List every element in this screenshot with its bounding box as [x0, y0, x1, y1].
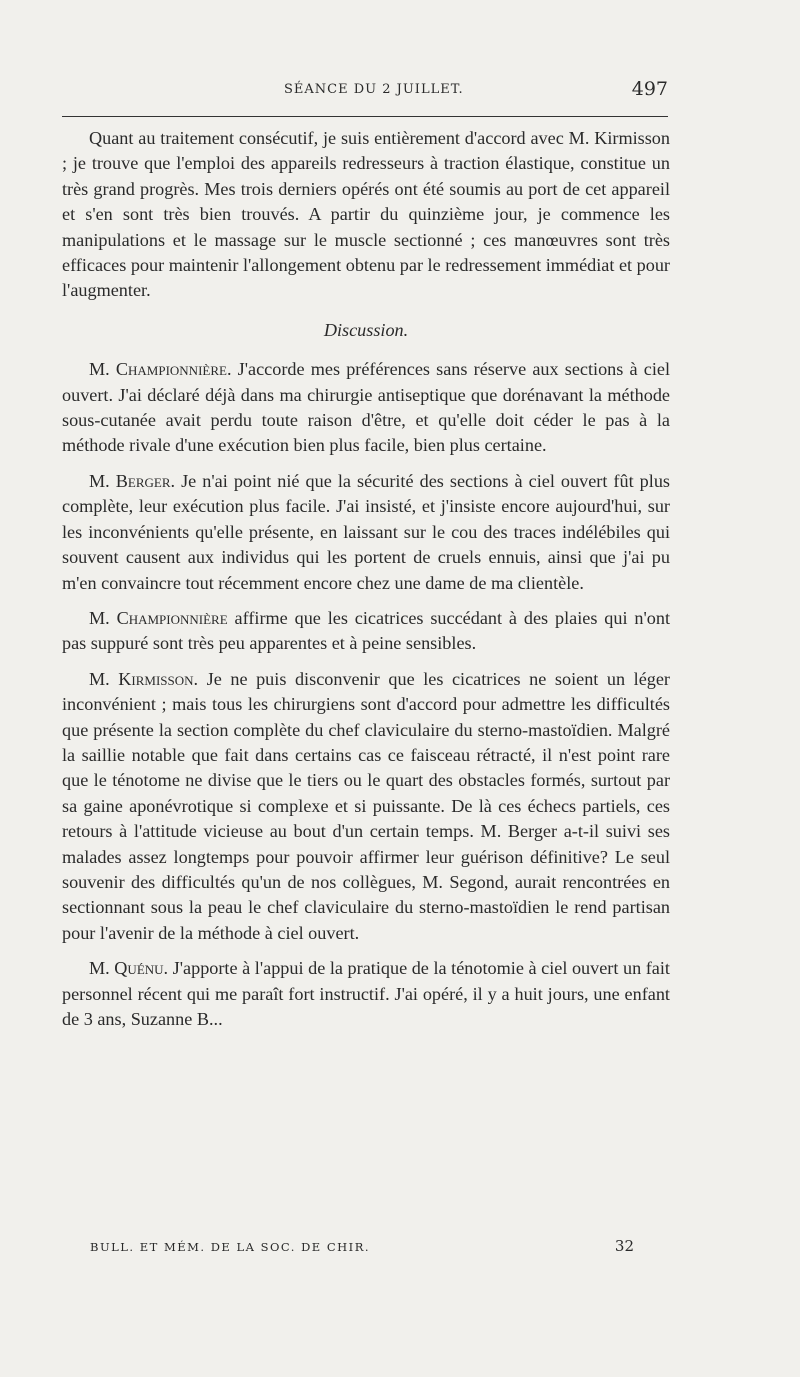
body-text [62, 126, 670, 1042]
speaker-name: M. Kirmisson. [89, 668, 199, 689]
header-rule [62, 116, 668, 117]
paragraph-text: Je n'ai point nié que la sécurité des sections à ciel ouvert fût plus complète, leur exécution plus facile. J'ai insisté, et j'insiste encore aujourd'hui, sur les inconvénients qu'elle présente, en laissant sur le cou des traces indélébiles qui souvent causent aux individus qui les portent de cruels ennuis, ainsi que j'ai pu m'en convaincre tout récemment encore chez une dame de ma clientèle. [62, 470, 670, 593]
paragraph-championniere-2 [62, 606, 670, 657]
paragraph-text: Je ne puis disconvenir que les cicatrices ne soient un léger inconvénient ; mais tous les chirurgiens sont d'accord pour admettre les difficultés que présente la section complète du chef claviculaire du sterno-mastoïdien. Malgré la saillie notable que fait dans certains cas ce faisceau rétracté, il n'est point rare que le ténotome ne divise que le tiers ou le quart des obstacles formés, surtout par sa gaine aponévrotique si complexe et si puissante. De là ces échecs partiels, ces retours à l'attitude vicieuse au bout d'un certain temps. M. Berger a-t-il suivi ses malades assez longtemps pour pouvoir affirmer leur guérison définitive? Le seul souvenir des difficultés qu'un de nos collègues, M. Segond, aurait rencontrées en sectionnant sous la peau le chef claviculaire du sterno-mastoïdien le rend partisan pour l'avenir de la méthode à ciel ouvert. [62, 668, 670, 943]
paragraph-championniere [62, 357, 670, 459]
signature-mark: 32 [614, 1237, 634, 1255]
section-heading-discussion: Discussion. [323, 319, 409, 340]
running-title: SÉANCE DU 2 JUILLET. [284, 82, 464, 97]
paragraph-text: J'apporte à l'appui de la pratique de la ténotomie à ciel ouvert un fait personnel récent qui me paraît fort instructif. J'ai opéré, il y a huit jours, une enfant de 3 ans, Suzanne B... [62, 958, 670, 1029]
paragraph-text: affirme que les cicatrices succédant à des plaies qui n'ont pas suppuré sont très peu apparentes et à peine sensibles. [62, 607, 670, 654]
page-number: 497 [631, 78, 668, 100]
running-header [62, 78, 670, 102]
speaker-name: M. Berger. [89, 470, 176, 491]
speaker-name: M. Quénu. [89, 958, 169, 979]
page-footer [90, 1237, 634, 1260]
paragraph-text: J'accorde mes préférences sans réserve aux sections à ciel ouvert. J'ai déclaré déjà dans ma chirurgie antiseptique que dorénavant la méthode sous-cutanée avait perdu toute raison d'être, et qu'elle doit céder le pas à la méthode rivale d'une exécution bien plus facile, bien plus certaine. [62, 359, 670, 456]
paragraph-berger [62, 469, 670, 596]
journal-title: BULL. ET MÉM. DE LA SOC. DE CHIR. [90, 1240, 371, 1254]
paragraph-treatment: Quant au traitement consécutif, je suis entièrement d'accord avec M. Kirmisson ; je trouve que l'emploi des appareils redresseurs à traction élastique, constitue un très grand progrès. Mes trois derniers opérés ont été soumis au port de cet appareil et s'en sont très bien trouvés. A partir du quinzième jour, je commence les manipulations et le massage sur le muscle sectionné ; ces manœuvres sont très efficaces pour maintenir l'allongement obtenu par le redressement immédiat et pour l'augmenter. [62, 128, 670, 301]
paragraph-kirmisson [62, 667, 670, 946]
speaker-name: M. Championnière. [89, 359, 232, 380]
speaker-name: M. Championnière [89, 607, 228, 628]
paragraph-quenu [62, 956, 670, 1032]
